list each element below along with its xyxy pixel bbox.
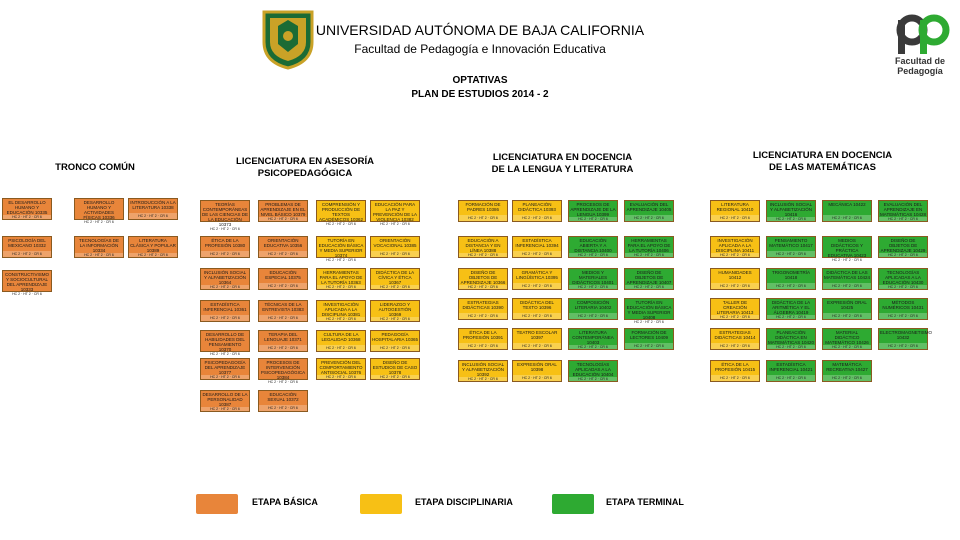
- course-card: [200, 300, 250, 322]
- course-credits: HC 2 · HT 2 · CR 6: [459, 377, 507, 381]
- course-card: [878, 200, 928, 222]
- course-name: TUTORÍA EN EDUCACIÓN BÁSICA Y MEDIA SUPERIOR 10374: [318, 238, 364, 258]
- course-card: [766, 328, 816, 350]
- course-credits: HC 2 · HT 2 · CR 6: [259, 217, 307, 221]
- course-card: [822, 328, 872, 350]
- course-credits: HC 2 · HT 2 · CR 6: [75, 220, 123, 224]
- course-card: [458, 236, 508, 258]
- course-credits: HC 2 · HT 2 · CR 6: [569, 285, 617, 289]
- course-card: [2, 198, 52, 220]
- course-card: [316, 300, 366, 322]
- course-card: [512, 328, 562, 350]
- course-name: MEDIOS Y MATERIALES DIDÁCTICOS 10401: [572, 270, 614, 285]
- course-credits: HC 2 · HT 2 · CR 6: [767, 251, 815, 257]
- course-name: MECÁNICA 10422: [828, 202, 866, 207]
- course-name: HERRAMIENTAS PARA EL APOYO DE LA TUTORÍA 10406: [627, 238, 671, 253]
- course-name: DIDÁCTICA DEL TEXTO 10396: [519, 300, 554, 310]
- course-name: ELECTROMAGNETISMO 10432: [880, 330, 933, 340]
- legend-disciplinaria-swatch: [360, 494, 402, 514]
- course-credits: HC 2 · HT 2 · CR 6: [259, 345, 307, 351]
- course-credits: HC 2 · HT 2 · CR 6: [317, 222, 365, 226]
- course-name: ESTADÍSTICA INFERENCIAL 10421: [769, 362, 813, 372]
- course-credits: HC 2 · HT 2 · CR 6: [259, 405, 307, 411]
- course-name: HUMANIDADES 10412: [718, 270, 752, 280]
- course-card: [458, 360, 508, 382]
- course-card: [568, 360, 618, 382]
- course-card: [258, 358, 308, 384]
- course-card: [128, 236, 178, 258]
- course-card: [200, 200, 250, 231]
- course-credits: HC 2 · HT 2 · CR 6: [459, 215, 507, 221]
- course-credits: HC 2 · HT 2 · CR 6: [317, 285, 365, 289]
- course-credits: HC 2 · HT 2 · CR 6: [767, 283, 815, 289]
- uabc-seal-logo: [260, 8, 316, 70]
- course-name: PSICOPEDAGOGÍA DEL APRENDIZAJE 10377: [204, 360, 246, 375]
- course-credits: HC 2 · HT 2 · CR 6: [513, 283, 561, 289]
- course-credits: HC 2 · HT 2 · CR 6: [767, 345, 815, 349]
- course-card: [316, 330, 366, 352]
- course-name: ORIENTACIÓN EDUCATIVA 10356: [263, 238, 303, 248]
- course-card: [200, 236, 250, 258]
- course-card: [710, 268, 760, 290]
- course-name: FORMACIÓN DE LECTORES 10409: [630, 330, 668, 340]
- course-card: [624, 236, 674, 258]
- course-credits: HC 2 · HT 2 · CR 6: [129, 213, 177, 219]
- course-name: INCLUSIÓN SOCIAL Y ALFABETIZACIÓN 10392: [461, 362, 505, 377]
- course-credits: HC 2 · HT 2 · CR 6: [201, 375, 249, 379]
- faculty-logo-text: Facultad de Pedagogía: [894, 56, 945, 76]
- course-credits: HC 2 · HT 2 · CR 6: [569, 217, 617, 221]
- course-name: DIDÁCTICA DE LAS MATEMÁTICAS 10424: [824, 270, 870, 280]
- course-card: [710, 298, 760, 320]
- legend-basica-label: ETAPA BÁSICA: [252, 497, 318, 507]
- course-name: LITERATURA CONTEMPORÁNEA 10403: [572, 330, 614, 345]
- course-credits: HC 2 · HT 2 · CR 6: [823, 258, 871, 262]
- course-name: INCLUSIÓN SOCIAL Y ALFABETIZACIÓN 10416: [769, 202, 813, 217]
- faculty-logo: [890, 14, 950, 104]
- course-card: [258, 390, 308, 412]
- course-credits: HC 2 · HT 2 · CR 6: [3, 215, 51, 219]
- course-credits: HC 2 · HT 2 · CR 6: [879, 285, 927, 289]
- course-card: [370, 330, 420, 352]
- course-name: ESTRATEGIAS DIDÁCTICAS 10390: [462, 300, 504, 310]
- course-name: PROCESOS DE APRENDIZAJE DE LA LENGUA 10399: [570, 202, 616, 217]
- course-card: [370, 300, 420, 322]
- course-card: [878, 268, 928, 290]
- course-card: [710, 236, 760, 258]
- course-credits: HC 2 · HT 2 · CR 6: [129, 253, 177, 257]
- course-credits: HC 2 · HT 2 · CR 6: [75, 253, 123, 257]
- legend-terminal-swatch: [552, 494, 594, 514]
- course-name: ORIENTACIÓN VOCACIONAL 10385: [373, 238, 417, 248]
- lengua-title: LICENCIATURA EN DOCENCIA DE LA LENGUA Y LITERATURA: [491, 152, 634, 175]
- course-card: [568, 236, 618, 258]
- course-credits: HC 2 · HT 2 · CR 6: [371, 285, 419, 289]
- course-name: CULTURA DE LA LEGALIDAD 10368: [321, 332, 361, 342]
- course-card: [512, 236, 562, 258]
- course-card: [568, 268, 618, 290]
- tronco-comun-title: TRONCO COMÚN: [55, 162, 135, 173]
- course-name: PLANEACIÓN DIDÁCTICA EN MATEMÁTICAS 10420: [768, 330, 814, 345]
- course-credits: HC 2 · HT 2 · CR 6: [317, 345, 365, 351]
- course-name: TECNOLOGÍAS APLICADAS A LA EDUCACIÓN 10404: [572, 362, 614, 377]
- course-credits: HC 2 · HT 2 · CR 6: [259, 283, 307, 289]
- course-credits: HC 2 · HT 2 · CR 6: [767, 315, 815, 319]
- course-name: MÉTODOS NUMÉRICOS 10431: [882, 300, 924, 310]
- course-card: [458, 200, 508, 222]
- course-name: EVALUACIÓN DEL APRENDIZAJE EN MATEMÁTICAS 10428: [880, 202, 926, 217]
- course-name: DIDÁCTICA DE LA ARITMÉTICA Y EL ÁLGEBRA 10419: [771, 300, 811, 315]
- course-name: PENSAMIENTO MATEMÁTICO 10417: [769, 238, 813, 248]
- course-card: [624, 268, 674, 290]
- course-name: TEORÍAS CONTEMPORÁNEAS DE LAS CIENCIAS DE LA EDUCACIÓN 10373: [202, 202, 249, 227]
- course-name: GRAMÁTICA Y LINGÜÍSTICA 10395: [516, 270, 558, 280]
- course-card: [258, 300, 308, 322]
- course-name: INCLUSIÓN SOCIAL Y ALFABETIZACIÓN 10364: [203, 270, 247, 285]
- legend-terminal-label: ETAPA TERMINAL: [606, 497, 684, 507]
- course-credits: HC 2 · HT 2 · CR 6: [201, 285, 249, 289]
- course-credits: HC 2 · HT 2 · CR 6: [371, 222, 419, 226]
- course-name: TEATRO ESCOLAR 10397: [516, 330, 558, 340]
- course-credits: HC 2 · HT 2 · CR 6: [513, 251, 561, 257]
- course-card: [822, 298, 872, 320]
- course-card: [200, 358, 250, 380]
- course-credits: HC 2 · HT 2 · CR 6: [317, 258, 365, 262]
- course-card: [370, 358, 420, 380]
- course-name: DESARROLLO DE LA PERSONALIDAD 10387: [202, 392, 248, 407]
- course-card: [370, 200, 420, 226]
- course-credits: HC 2 · HT 2 · CR 6: [879, 253, 927, 257]
- course-name: PSICOLOGÍA DEL MEXICANO 10332: [8, 238, 46, 248]
- course-credits: HC 2 · HT 2 · CR 6: [201, 251, 249, 257]
- course-card: [258, 268, 308, 290]
- course-name: LIDERAZGO Y AUTOGESTIÓN 10369: [378, 302, 412, 317]
- course-name: EDUCACIÓN ABIERTA Y A DISTANCIA 10400: [574, 238, 612, 253]
- course-name: DIDÁCTICA DE LA CÍVICA Y ÉTICA 10367: [375, 270, 415, 285]
- course-card: [512, 200, 562, 222]
- course-name: DISEÑO DE OBJETOS DE APRENDIZAJE 10407: [626, 270, 672, 285]
- course-name: HERRAMIENTAS PARA EL APOYO DE LA TUTORÍA 10363: [319, 270, 363, 285]
- course-name: TERAPIA DEL LENGUAJE 10371: [264, 332, 302, 342]
- course-name: TECNOLOGÍAS APLICADAS A LA EDUCACIÓN 10430: [882, 270, 924, 285]
- asesoria-title: LICENCIATURA EN ASESORÍA PSICOPEDAGÓGICA: [236, 156, 374, 179]
- course-name: EVALUACIÓN DEL APRENDIZAJE 10405: [626, 202, 672, 212]
- course-credits: HC 2 · HT 2 · CR 6: [3, 292, 51, 296]
- course-name: COMPOSICIÓN LITERARIA 10402: [574, 300, 612, 310]
- course-name: TECNOLOGÍAS DE LA INFORMACIÓN 10334: [78, 238, 119, 253]
- course-credits: HC 2 · HT 2 · CR 6: [625, 343, 673, 349]
- course-name: TALLER DE CREACIÓN LITERARIA 10413: [716, 300, 754, 315]
- course-credits: HC 2 · HT 2 · CR 6: [879, 313, 927, 319]
- course-credits: HC 2 · HT 2 · CR 6: [823, 375, 871, 381]
- course-credits: HC 2 · HT 2 · CR 6: [879, 343, 927, 349]
- course-credits: HC 2 · HT 2 · CR 6: [569, 313, 617, 319]
- course-card: [370, 268, 420, 290]
- course-credits: HC 2 · HT 2 · CR 6: [317, 317, 365, 321]
- course-card: [568, 328, 618, 350]
- course-card: [2, 236, 52, 258]
- course-card: [458, 268, 508, 290]
- course-name: COMPRENSIÓN Y PRODUCCIÓN DE TEXTOS ACADÉMICOS 10362: [318, 202, 364, 222]
- course-card: [316, 236, 366, 262]
- course-name: CONSTRUCTIVISMO Y SOCIOCULTURAL DEL APRENDIZAJE 10333: [4, 272, 49, 292]
- university-title: UNIVERSIDAD AUTÓNOMA DE BAJA CALIFORNIA: [315, 22, 645, 38]
- course-card: [512, 298, 562, 320]
- course-name: EXPRESIÓN ORAL 10398: [517, 362, 557, 372]
- course-name: EXPRESIÓN ORAL 10425: [827, 300, 867, 310]
- faculty-subtitle: Facultad de Pedagogía e Innovación Educativa: [354, 42, 606, 56]
- course-name: ÉTICA DE LA PROFESIÓN 10415: [714, 362, 756, 372]
- course-card: [128, 198, 178, 220]
- course-card: [710, 360, 760, 382]
- course-credits: HC 2 · HT 2 · CR 6: [569, 345, 617, 349]
- course-credits: HC 2 · HT 2 · CR 6: [711, 215, 759, 221]
- course-credits: HC 2 · HT 2 · CR 6: [259, 315, 307, 321]
- course-credits: HC 2 · HT 2 · CR 6: [3, 251, 51, 257]
- course-card: [568, 298, 618, 320]
- course-credits: HC 2 · HT 2 · CR 6: [513, 215, 561, 221]
- course-name: MATERIAL DIDÁCTICO MATEMÁTICO 10426: [825, 330, 869, 345]
- matematicas-title: LICENCIATURA EN DOCENCIA DE LAS MATEMÁTICAS: [752, 150, 893, 173]
- course-name: DISEÑO DE OBJETOS DE APRENDIZAJE 10429: [880, 238, 926, 253]
- course-credits: HC 2 · HT 2 · CR 6: [711, 343, 759, 349]
- course-credits: HC 2 · HT 2 · CR 6: [767, 217, 815, 221]
- course-card: [258, 236, 308, 258]
- course-credits: HC 2 · HT 2 · CR 6: [711, 283, 759, 289]
- course-name: INVESTIGACIÓN APLICADA A LA DISCIPLINA 10381: [321, 302, 361, 317]
- course-credits: HC 2 · HT 2 · CR 6: [711, 375, 759, 381]
- course-card: [766, 298, 816, 320]
- course-credits: HC 2 · HT 2 · CR 6: [823, 283, 871, 289]
- course-card: [710, 200, 760, 222]
- course-card: [878, 328, 933, 350]
- course-credits: HC 2 · HT 2 · CR 6: [459, 343, 507, 349]
- course-card: [822, 360, 872, 382]
- course-card: [766, 268, 816, 290]
- course-credits: HC 2 · HT 2 · CR 6: [879, 217, 927, 221]
- course-card: [822, 236, 872, 262]
- course-card: [370, 236, 420, 258]
- course-card: [200, 268, 250, 290]
- course-credits: HC 2 · HT 2 · CR 6: [459, 285, 507, 289]
- legend-basica-swatch: [196, 494, 238, 514]
- course-card: [710, 328, 760, 350]
- course-name: MATEMÁTICA RECREATIVA 10427: [826, 362, 868, 372]
- course-name: EDUCACIÓN A DISTANCIA Y EN LÍNEA 10388: [465, 238, 501, 253]
- course-credits: HC 2 · HT 2 · CR 6: [201, 315, 249, 321]
- course-name: INVESTIGACIÓN APLICADA A LA DISCIPLINA 10411: [715, 238, 755, 253]
- course-card: [316, 358, 366, 380]
- course-credits: HC 2 · HT 2 · CR 6: [201, 227, 249, 231]
- course-card: [822, 200, 872, 222]
- course-card: [624, 298, 674, 324]
- course-card: [624, 200, 674, 222]
- course-card: [766, 200, 816, 222]
- course-card: [316, 200, 366, 226]
- course-credits: HC 2 · HT 2 · CR 6: [259, 251, 307, 257]
- course-card: [822, 268, 872, 290]
- course-credits: HC 2 · HT 2 · CR 6: [201, 352, 249, 356]
- course-card: [2, 270, 52, 296]
- course-name: ESTADÍSTICA INFERENCIAL 10394: [515, 238, 559, 248]
- course-card: [200, 390, 250, 412]
- course-credits: HC 2 · HT 2 · CR 6: [201, 407, 249, 411]
- course-card: [200, 330, 250, 356]
- course-credits: HC 2 · HT 2 · CR 6: [823, 215, 871, 221]
- course-name: EL DESARROLLO HUMANO Y EDUCACIÓN 10335: [6, 200, 48, 215]
- course-name: TÉCNICAS DE LA ENTREVISTA 10383: [262, 302, 304, 312]
- course-name: EDUCACIÓN SEXUAL 10372: [267, 392, 299, 402]
- course-card: [74, 198, 124, 224]
- course-credits: HC 2 · HT 2 · CR 6: [711, 315, 759, 319]
- course-name: LITERATURA REGIONAL 10410: [716, 202, 754, 212]
- course-card: [316, 268, 366, 290]
- legend-disciplinaria-label: ETAPA DISCIPLINARIA: [415, 497, 513, 507]
- course-name: INTRODUCCIÓN A LA LITERATURA 10338: [130, 200, 176, 210]
- course-name: PROBLEMAS DE APRENDIZAJE EN EL NIVEL BÁSICO 10379: [260, 202, 306, 217]
- plan-heading: PLAN DE ESTUDIOS 2014 - 2: [411, 89, 549, 100]
- course-name: MEDIOS DIDÁCTICOS Y PRÁCTICA EDUCATIVA 10423: [827, 238, 867, 258]
- course-credits: HC 2 · HT 2 · CR 6: [513, 313, 561, 319]
- course-name: ÉTICA DE LA PROFESIÓN 10391: [462, 330, 504, 340]
- course-credits: HC 2 · HT 2 · CR 6: [823, 345, 871, 349]
- course-name: PROCESOS DE INTERVENCIÓN PSICOPEDAGÓGICA 10384: [260, 360, 306, 380]
- course-credits: HC 2 · HT 2 · CR 6: [711, 253, 759, 257]
- course-card: [766, 360, 816, 382]
- course-card: [258, 200, 308, 222]
- course-card: [458, 328, 508, 350]
- course-card: [568, 200, 618, 222]
- course-credits: HC 2 · HT 2 · CR 6: [569, 253, 617, 257]
- course-name: ESTRATEGIAS DIDÁCTICAS 10414: [714, 330, 756, 340]
- course-name: EDUCACIÓN PARA LA PAZ Y PREVENCIÓN DE LA VIOLENCIA 10382: [372, 202, 417, 222]
- course-name: LITERATURA CLÁSICA Y POPULAR 10389: [130, 238, 176, 253]
- course-card: [458, 298, 508, 320]
- course-name: EDUCACIÓN ESPECIAL 10375: [265, 270, 301, 280]
- course-name: FORMACIÓN DE PADRES 10386: [465, 202, 501, 212]
- course-credits: HC 2 · HT 2 · CR 6: [371, 251, 419, 257]
- course-card: [878, 236, 928, 258]
- course-credits: HC 2 · HT 2 · CR 6: [625, 253, 673, 257]
- course-card: [258, 330, 308, 352]
- course-name: PLANEACIÓN DIDÁCTICA 10393: [518, 202, 556, 212]
- course-credits: HC 2 · HT 2 · CR 6: [371, 345, 419, 351]
- course-credits: HC 2 · HT 2 · CR 6: [625, 320, 673, 324]
- course-credits: HC 2 · HT 2 · CR 6: [371, 375, 419, 379]
- course-credits: HC 2 · HT 2 · CR 6: [625, 285, 673, 289]
- course-credits: HC 2 · HT 2 · CR 6: [625, 215, 673, 221]
- course-credits: HC 2 · HT 2 · CR 6: [459, 313, 507, 319]
- course-name: PEDAGOGÍA HOSPITALARIA 10365: [372, 332, 418, 342]
- course-name: DISEÑO DE OBJETOS DE APRENDIZAJE 10366: [460, 270, 506, 285]
- course-credits: HC 2 · HT 2 · CR 6: [371, 317, 419, 321]
- course-credits: HC 2 · HT 2 · CR 6: [317, 375, 365, 379]
- course-name: PREVENCIÓN DEL COMPORTAMIENTO ANTISOCIAL 10376: [319, 360, 363, 375]
- course-credits: HC 2 · HT 2 · CR 6: [823, 313, 871, 319]
- course-credits: HC 2 · HT 2 · CR 6: [513, 343, 561, 349]
- course-name: ÉTICA DE LA PROFESIÓN 10380: [204, 238, 246, 248]
- course-name: DESARROLLO DE HABILIDADES DEL PENSAMIENTO 10370: [205, 332, 245, 352]
- course-credits: HC 2 · HT 2 · CR 6: [767, 375, 815, 381]
- course-name: TUTORÍA EN EDUCACIÓN BÁSICA Y MEDIA SUPERIOR 10408: [626, 300, 672, 320]
- course-card: [512, 360, 562, 382]
- course-name: DESARROLLO HUMANO Y ACTIVIDADES FÍSICAS 10336: [83, 200, 115, 220]
- course-name: TRIGONOMETRÍA 10418: [772, 270, 810, 280]
- course-card: [74, 236, 124, 258]
- course-card: [766, 236, 816, 258]
- course-credits: HC 2 · HT 2 · CR 6: [259, 380, 307, 384]
- optativas-heading: OPTATIVAS: [452, 75, 508, 86]
- course-credits: HC 2 · HT 2 · CR 6: [513, 375, 561, 381]
- course-card: [512, 268, 562, 290]
- course-credits: HC 2 · HT 2 · CR 6: [569, 377, 617, 381]
- course-credits: HC 2 · HT 2 · CR 6: [459, 253, 507, 257]
- course-card: [878, 298, 928, 320]
- course-name: ESTADÍSTICA INFERENCIAL 10361: [203, 302, 247, 312]
- course-name: DISEÑO DE ESTUDIOS DE CASO 10378: [372, 360, 418, 375]
- course-card: [624, 328, 674, 350]
